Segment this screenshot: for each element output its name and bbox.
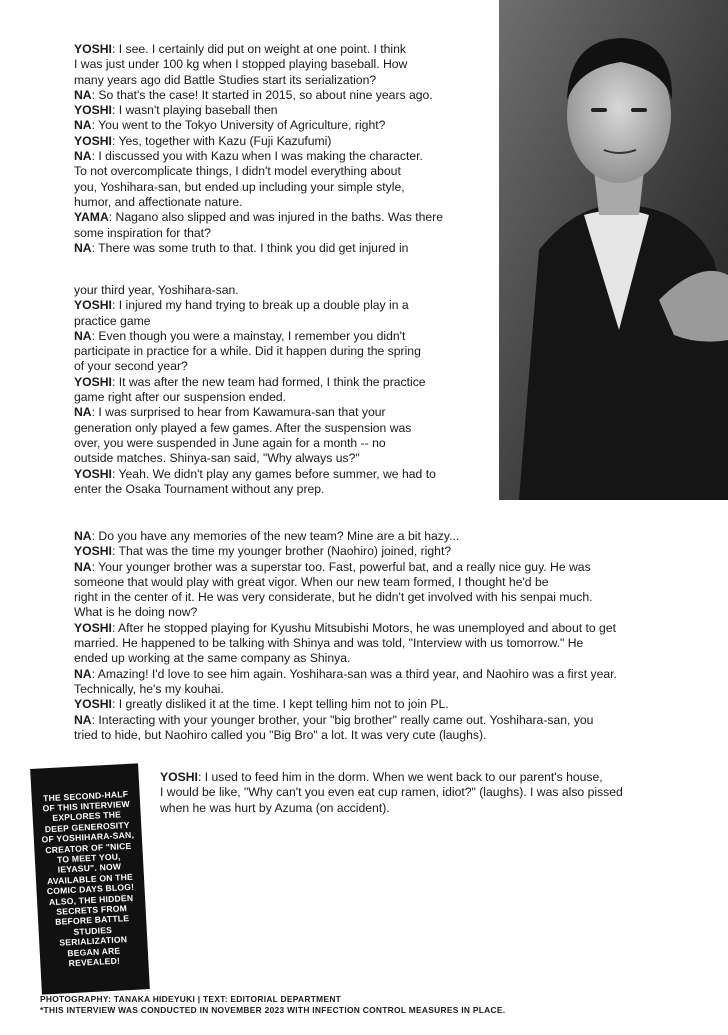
dialogue-line: YAMA: Nagano also slipped and was injured in the baths. Was there — [74, 210, 444, 225]
credit-line: PHOTOGRAPHY: TANAKA HIDEYUKI | TEXT: EDITORIAL DEPARTMENT — [40, 994, 342, 1004]
speaker-label: NA — [74, 149, 92, 164]
speaker-label: NA — [74, 405, 92, 420]
speaker-label: YOSHI — [160, 770, 198, 784]
dialogue-line — [74, 226, 494, 241]
dialogue-line — [74, 605, 724, 620]
dialogue-line: YOSHI: After he stopped playing for Kyushu Mitsubishi Motors, he was unemployed and about to get — [74, 620, 616, 635]
speaker-label: YOSHI — [74, 42, 112, 56]
dialogue-line: YOSHI: I injured my hand trying to break up a double play in a — [74, 298, 409, 313]
dialogue-line — [74, 57, 494, 72]
speaker-label: YOSHI — [74, 374, 112, 389]
speaker-label: YAMA — [74, 210, 109, 225]
dialogue-line: NA: Your younger brother was a superstar too. Fast, powerful bat, and a really nice guy. He was — [74, 559, 591, 574]
dialogue-text: It was after the new team had formed, I think the practice — [118, 374, 426, 389]
speaker-label: NA — [74, 666, 92, 681]
dialogue-text: outside matches. Shinya-san said, "Why always us?" — [74, 451, 360, 466]
promo-line: CREATOR OF "NICE — [45, 840, 132, 855]
dialogue-text: generation only played a few games. After the suspension was — [74, 420, 412, 435]
credit-line: *THIS INTERVIEW WAS CONDUCTED IN NOVEMBER 2023 WITH INFECTION CONTROL MEASURES IN PLACE. — [40, 1004, 506, 1015]
dialogue-line: YOSHI: I see. I certainly did put on weight at one point. I think — [74, 42, 406, 56]
promo-line: TO MEET YOU, — [56, 851, 121, 865]
dialogue-text: enter the Osaka Tournament without any prep. — [74, 481, 325, 496]
speaker-label: NA — [74, 118, 92, 133]
dialogue-text: of your second year? — [74, 359, 188, 374]
dialogue-line: NA: You went to the Tokyo University of Agriculture, right? — [74, 118, 386, 133]
dialogue-line: NA: Interacting with your younger brother, your "big brother" really came out. Yoshihara-san, you — [74, 712, 594, 727]
dialogue-line — [74, 314, 494, 329]
dialogue-text: I was just under 100 kg when I stopped playing baseball. How — [74, 57, 408, 72]
dialogue-text: That was the time my younger brother (Naohiro) joined, right? — [118, 544, 452, 559]
dialogue-line: NA: I was surprised to hear from Kawamura-san that your — [74, 405, 386, 420]
interview-column-top — [74, 42, 494, 256]
dialogue-text: Interacting with your younger brother, your "big brother" really came out. Yoshihara-san, you — [98, 712, 594, 727]
dialogue-text: you, Yoshihara-san, but ended up including your simple style, — [74, 179, 405, 194]
dialogue-text: when he was hurt by Azuma (on accident). — [160, 800, 390, 815]
dialogue-line — [74, 575, 724, 590]
dialogue-line: NA: There was some truth to that. I think you did get injured in — [74, 240, 409, 255]
speaker-label: YOSHI — [74, 298, 112, 313]
promo-line: BEFORE BATTLE — [54, 913, 130, 928]
dialogue-text: married. He happened to be talking with Shinya and was told, "Interview with us tomorrow." He — [74, 636, 584, 651]
dialogue-line — [74, 283, 494, 298]
promo-line: COMIC DAYS BLOG! — [46, 881, 135, 897]
speaker-label: YOSHI — [74, 103, 112, 118]
dialogue-line — [160, 785, 720, 800]
dialogue-text: some inspiration for that? — [74, 225, 211, 240]
credits — [40, 994, 720, 1015]
dialogue-line: NA: Amazing! I'd love to see him again. Yoshihara-san was a third year, and Naohiro was a first year. — [74, 666, 617, 681]
dialogue-line: YOSHI: I wasn't playing baseball then — [74, 103, 278, 118]
speaker-label: YOSHI — [74, 466, 112, 481]
dialogue-text: I discussed you with Kazu when I was making the character. — [98, 149, 423, 164]
dialogue-line — [74, 195, 494, 210]
dialogue-line: NA: So that's the case! It started in 2015, so about nine years ago. — [74, 87, 433, 102]
dialogue-line — [74, 344, 494, 359]
speaker-label: YOSHI — [74, 697, 112, 712]
dialogue-line — [74, 421, 494, 436]
dialogue-line — [160, 801, 720, 816]
dialogue-line: YOSHI: It was after the new team had formed, I think the practice — [74, 374, 426, 389]
promo-line: STUDIES — [73, 924, 113, 937]
promo-line: SERIALIZATION — [59, 934, 128, 948]
dialogue-line: YOSHI: That was the time my younger brother (Naohiro) joined, right? — [74, 544, 452, 559]
dialogue-line: NA: Even though you were a mainstay, I remember you didn't — [74, 328, 406, 343]
dialogue-text: I would be like, "Why can't you even eat cup ramen, idiot?" (laughs). I was also pissed — [160, 785, 623, 800]
dialogue-line: NA: Do you have any memories of the new team? Mine are a bit hazy... — [74, 529, 460, 543]
dialogue-text: right in the center of it. He was very considerate, but he didn't get involved with his senpai much. — [74, 590, 593, 605]
speaker-label: NA — [74, 240, 92, 255]
dialogue-text: many years ago did Battle Studies start its serialization? — [74, 72, 377, 87]
dialogue-line — [74, 436, 494, 451]
interview-wide-section — [74, 529, 724, 743]
promo-sidebox-text — [35, 788, 144, 970]
dialogue-line: YOSHI: I greatly disliked it at the time. I kept telling him not to join PL. — [74, 697, 449, 712]
promo-line: OF THIS INTERVIEW — [42, 798, 131, 814]
speaker-label: NA — [74, 87, 92, 102]
dialogue-text: tried to hide, but Naohiro called you "Big Bro" a lot. It was very cute (laughs). — [74, 727, 487, 742]
speaker-label: NA — [74, 559, 92, 574]
dialogue-line: YOSHI: I used to feed him in the dorm. When we went back to our parent's house, — [160, 770, 603, 784]
dialogue-line — [74, 390, 494, 405]
dialogue-line — [74, 180, 494, 195]
speaker-label: YOSHI — [74, 620, 112, 635]
dialogue-text: So that's the case! It started in 2015, so about nine years ago. — [98, 87, 433, 102]
promo-line: EXPLORES THE — [52, 809, 122, 824]
dialogue-line — [74, 590, 724, 605]
dialogue-line — [74, 451, 494, 466]
dialogue-line — [74, 636, 724, 651]
promo-line: DEEP GENEROSITY — [44, 819, 130, 835]
promo-line: BEGAN ARE — [67, 945, 121, 958]
dialogue-line: YOSHI: Yes, together with Kazu (Fuji Kazufumi) — [74, 133, 332, 148]
dialogue-line — [74, 651, 724, 666]
dialogue-text: someone that would play with great vigor. When our new team formed, I thought he'd be — [74, 574, 549, 589]
dialogue-text: Technically, he's my kouhai. — [74, 681, 224, 696]
dialogue-text: I greatly disliked it at the time. I kept telling him not to join PL. — [118, 697, 449, 712]
promo-line: THE SECOND-HALF — [42, 788, 129, 803]
dialogue-text: What is he doing now? — [74, 605, 198, 620]
dialogue-text: over, you were suspended in June again for a month -- no — [74, 435, 386, 450]
dialogue-text: Even though you were a mainstay, I remember you didn't — [98, 328, 406, 343]
dialogue-line — [74, 164, 494, 179]
interviewee-photo — [499, 0, 728, 500]
dialogue-text: To not overcomplicate things, I didn't model everything about — [74, 164, 401, 179]
dialogue-text: I see. I certainly did put on weight at one point. I think — [118, 42, 406, 56]
dialogue-text: I was surprised to hear from Kawamura-san that your — [98, 405, 386, 420]
dialogue-text: I injured my hand trying to break up a double play in a — [118, 298, 409, 313]
dialogue-line — [74, 73, 494, 88]
promo-line: SECRETS FROM — [56, 903, 128, 917]
promo-line: AVAILABLE ON THE — [46, 871, 134, 887]
promo-sidebox — [30, 763, 150, 994]
promo-line: OF YOSHIHARA-SAN, — [41, 829, 135, 845]
dialogue-text: practice game — [74, 313, 151, 328]
dialogue-line — [74, 482, 494, 497]
speaker-label: NA — [74, 328, 92, 343]
dialogue-line: YOSHI: Yeah. We didn't play any games before summer, we had to — [74, 466, 436, 481]
dialogue-line — [74, 682, 724, 697]
speaker-label: NA — [74, 529, 92, 543]
dialogue-text: I used to feed him in the dorm. When we went back to our parent's house, — [204, 770, 603, 784]
dialogue-text: Nagano also slipped and was injured in the baths. Was there — [115, 210, 444, 225]
dialogue-text: Your younger brother was a superstar too. Fast, powerful bat, and a really nice guy. He was — [98, 559, 591, 574]
dialogue-line — [74, 359, 494, 374]
promo-line: IEYASU". NOW — [57, 861, 122, 876]
interview-column-middle — [74, 283, 494, 497]
dialogue-text: participate in practice for a while. Did it happen during the spring — [74, 344, 421, 359]
dialogue-line: NA: I discussed you with Kazu when I was making the character. — [74, 149, 423, 164]
dialogue-text: ended up working at the same company as Shinya. — [74, 651, 351, 666]
dialogue-text: Yeah. We didn't play any games before summer, we had to — [118, 466, 436, 481]
dialogue-text: Amazing! I'd love to see him again. Yoshihara-san was a third year, and Naohiro was a first year. — [97, 666, 617, 681]
dialogue-text: Yes, together with Kazu (Fuji Kazufumi) — [118, 133, 332, 148]
dialogue-text: You went to the Tokyo University of Agriculture, right? — [98, 118, 386, 133]
speaker-label: YOSHI — [74, 544, 112, 559]
dialogue-text: your third year, Yoshihara-san. — [74, 283, 239, 297]
dialogue-text: game right after our suspension ended. — [74, 390, 287, 405]
dialogue-text: I wasn't playing baseball then — [118, 103, 278, 118]
speaker-label: NA — [74, 712, 92, 727]
dialogue-text: humor, and affectionate nature. — [74, 194, 243, 209]
promo-line: REVEALED! — [68, 955, 121, 969]
speaker-label: YOSHI — [74, 133, 112, 148]
promo-line: ALSO, THE HIDDEN — [48, 892, 134, 907]
dialogue-text: There was some truth to that. I think you did get injured in — [98, 240, 409, 255]
dialogue-line — [74, 728, 724, 743]
dialogue-text: Do you have any memories of the new team? Mine are a bit hazy... — [98, 529, 460, 543]
dialogue-text: After he stopped playing for Kyushu Mitsubishi Motors, he was unemployed and about to get — [118, 620, 616, 635]
interview-closing-section — [160, 770, 720, 816]
